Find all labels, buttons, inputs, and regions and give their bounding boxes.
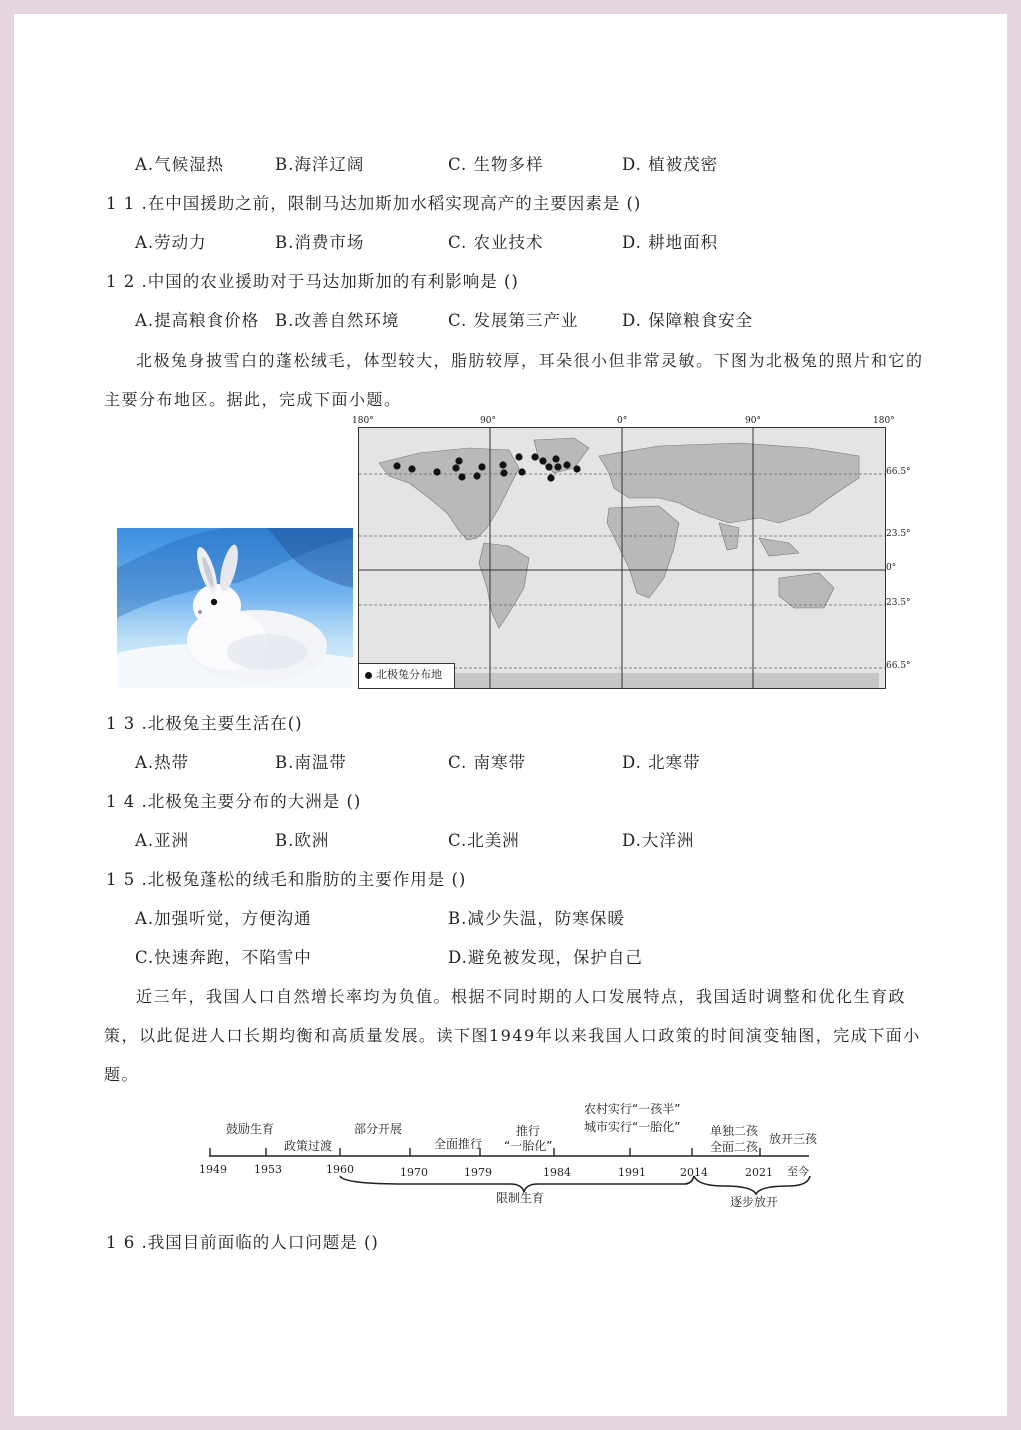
- q10-option-a: A.气候湿热: [135, 155, 225, 174]
- q10-option-c: C. 生物多样: [448, 155, 544, 174]
- q13-option-c: C. 南寒带: [448, 753, 527, 772]
- year-label: 至今: [787, 1165, 809, 1178]
- hare-dot: [500, 469, 507, 476]
- q15-option-b: B.减少失温，防寒保暖: [448, 909, 625, 928]
- stage-label: 政策过渡: [284, 1139, 333, 1153]
- stage-label: “一胎化”: [504, 1139, 553, 1153]
- hare-dot: [531, 453, 538, 460]
- q13-option-a: A.热带: [135, 753, 190, 772]
- map-top-label: 0°: [617, 416, 628, 426]
- hare-dot: [539, 457, 546, 464]
- hare-dot: [393, 462, 400, 469]
- year-label: 1953: [254, 1163, 282, 1176]
- q16-stem: 1 6 .我国目前面临的人口问题是 (): [106, 1233, 379, 1252]
- hare-dot: [455, 457, 462, 464]
- hare-dot: [458, 473, 465, 480]
- hare-dot: [408, 465, 415, 472]
- q12-option-c: C. 发展第三产业: [448, 311, 579, 330]
- year-label: 2014: [680, 1166, 708, 1179]
- year-label: 1949: [199, 1163, 227, 1176]
- hare-dot: [552, 455, 559, 462]
- q10-option-b: B.海洋辽阔: [275, 155, 365, 174]
- q12-option-a: A.提高粮食价格: [135, 311, 260, 330]
- year-label: 1984: [543, 1166, 571, 1179]
- legend-label: 北极兔分布地: [376, 668, 442, 681]
- q12-stem: 1 2 .中国的农业援助对于马达加斯加的有利影响是 (): [106, 272, 519, 291]
- hare-dot: [478, 463, 485, 470]
- q14-option-a: A.亚洲: [135, 831, 190, 850]
- world-map-svg: [359, 428, 885, 688]
- hare-dot: [433, 468, 440, 475]
- q11-stem: 1 1 .在中国援助之前，限制马达加斯加水稻实现高产的主要因素是 (): [106, 194, 642, 213]
- passage-arctic-hare: 北极兔身披雪白的蓬松绒毛，体型较大，脂肪较厚，耳朵很小但非常灵敏。下图为北极兔的照片和它的主要分布地区。据此，完成下面小题。: [104, 351, 924, 409]
- stage-label: 农村实行“一孩半”: [584, 1102, 681, 1116]
- q15-option-a: A.加强听觉，方便沟通: [135, 909, 312, 928]
- year-label: 1970: [400, 1166, 428, 1179]
- q12-option-d: D. 保障粮食安全: [622, 311, 754, 330]
- year-label: 1979: [464, 1166, 492, 1179]
- q13-option-d: D. 北寒带: [622, 753, 701, 772]
- q15-stem: 1 5 .北极兔蓬松的绒毛和脂肪的主要作用是 (): [106, 870, 467, 889]
- brace-label-restrict: 限制生育: [496, 1191, 545, 1205]
- map-top-label: 180°: [873, 416, 895, 426]
- hare-dot: [563, 461, 570, 468]
- map-lat-label: 23.5°: [886, 598, 911, 608]
- map-top-label: 90°: [745, 416, 761, 426]
- stage-label: 全面推行: [434, 1137, 483, 1151]
- hare-dot: [499, 461, 506, 468]
- q14-option-d: D.大洋洲: [622, 831, 695, 850]
- map-top-label: 90°: [480, 416, 496, 426]
- population-policy-timeline: [199, 1094, 824, 1209]
- year-label: 2021: [745, 1166, 773, 1179]
- legend-dot-icon: [365, 672, 372, 679]
- q12-option-b: B.改善自然环境: [275, 311, 400, 330]
- q11-option-c: C. 农业技术: [448, 233, 544, 252]
- q13-stem: 1 3 .北极兔主要生活在(): [106, 714, 303, 733]
- hare-dot: [547, 474, 554, 481]
- q14-option-b: B.欧洲: [275, 831, 330, 850]
- q11-option-a: A.劳动力: [135, 233, 207, 252]
- q15-option-c: C.快速奔跑，不陷雪中: [135, 948, 312, 967]
- map-lat-label: 0°: [886, 563, 897, 573]
- year-label: 1991: [618, 1166, 646, 1179]
- stage-label: 放开三孩: [769, 1132, 818, 1146]
- arctic-hare-illustration: [117, 528, 353, 688]
- exam-page: [14, 14, 1007, 1416]
- arctic-hare-photo: [117, 528, 353, 688]
- hare-dot: [518, 468, 525, 475]
- hare-dot: [452, 464, 459, 471]
- map-legend: [358, 663, 455, 689]
- q14-option-c: C.北美洲: [448, 831, 520, 850]
- year-label: 1960: [326, 1163, 354, 1176]
- q13-option-b: B.南温带: [275, 753, 347, 772]
- stage-label: 全面二孩: [710, 1140, 759, 1154]
- map-lat-label: 23.5°: [886, 529, 911, 539]
- hare-dot: [573, 465, 580, 472]
- hare-dot: [554, 463, 561, 470]
- brace-label-relax: 逐步放开: [730, 1195, 779, 1209]
- stage-label: 单独二孩: [710, 1124, 759, 1138]
- map-lat-label: 66.5°: [886, 661, 911, 671]
- stage-label: 鼓励生育: [226, 1122, 275, 1136]
- q11-option-d: D. 耕地面积: [622, 233, 719, 252]
- passage-population-policy: 近三年，我国人口自然增长率均为负值。根据不同时期的人口发展特点，我国适时调整和优化生育政策，以此促进人口长期均衡和高质量发展。读下图1949年以来我国人口政策的时间演变轴图，完成下面小题。: [104, 987, 921, 1084]
- hare-dot: [515, 453, 522, 460]
- stage-label: 部分开展: [354, 1122, 403, 1136]
- stage-label: 城市实行“一胎化”: [584, 1120, 681, 1134]
- hare-dot: [545, 463, 552, 470]
- world-map: [358, 427, 886, 689]
- q10-option-d: D. 植被茂密: [622, 155, 719, 174]
- hare-dot: [473, 472, 480, 479]
- map-top-label: 180°: [352, 416, 374, 426]
- q15-option-d: D.避免被发现，保护自己: [448, 948, 643, 967]
- stage-label: 推行: [516, 1124, 541, 1138]
- q11-option-b: B.消费市场: [275, 233, 365, 252]
- q14-stem: 1 4 .北极兔主要分布的大洲是 (): [106, 792, 362, 811]
- map-lat-label: 66.5°: [886, 467, 911, 477]
